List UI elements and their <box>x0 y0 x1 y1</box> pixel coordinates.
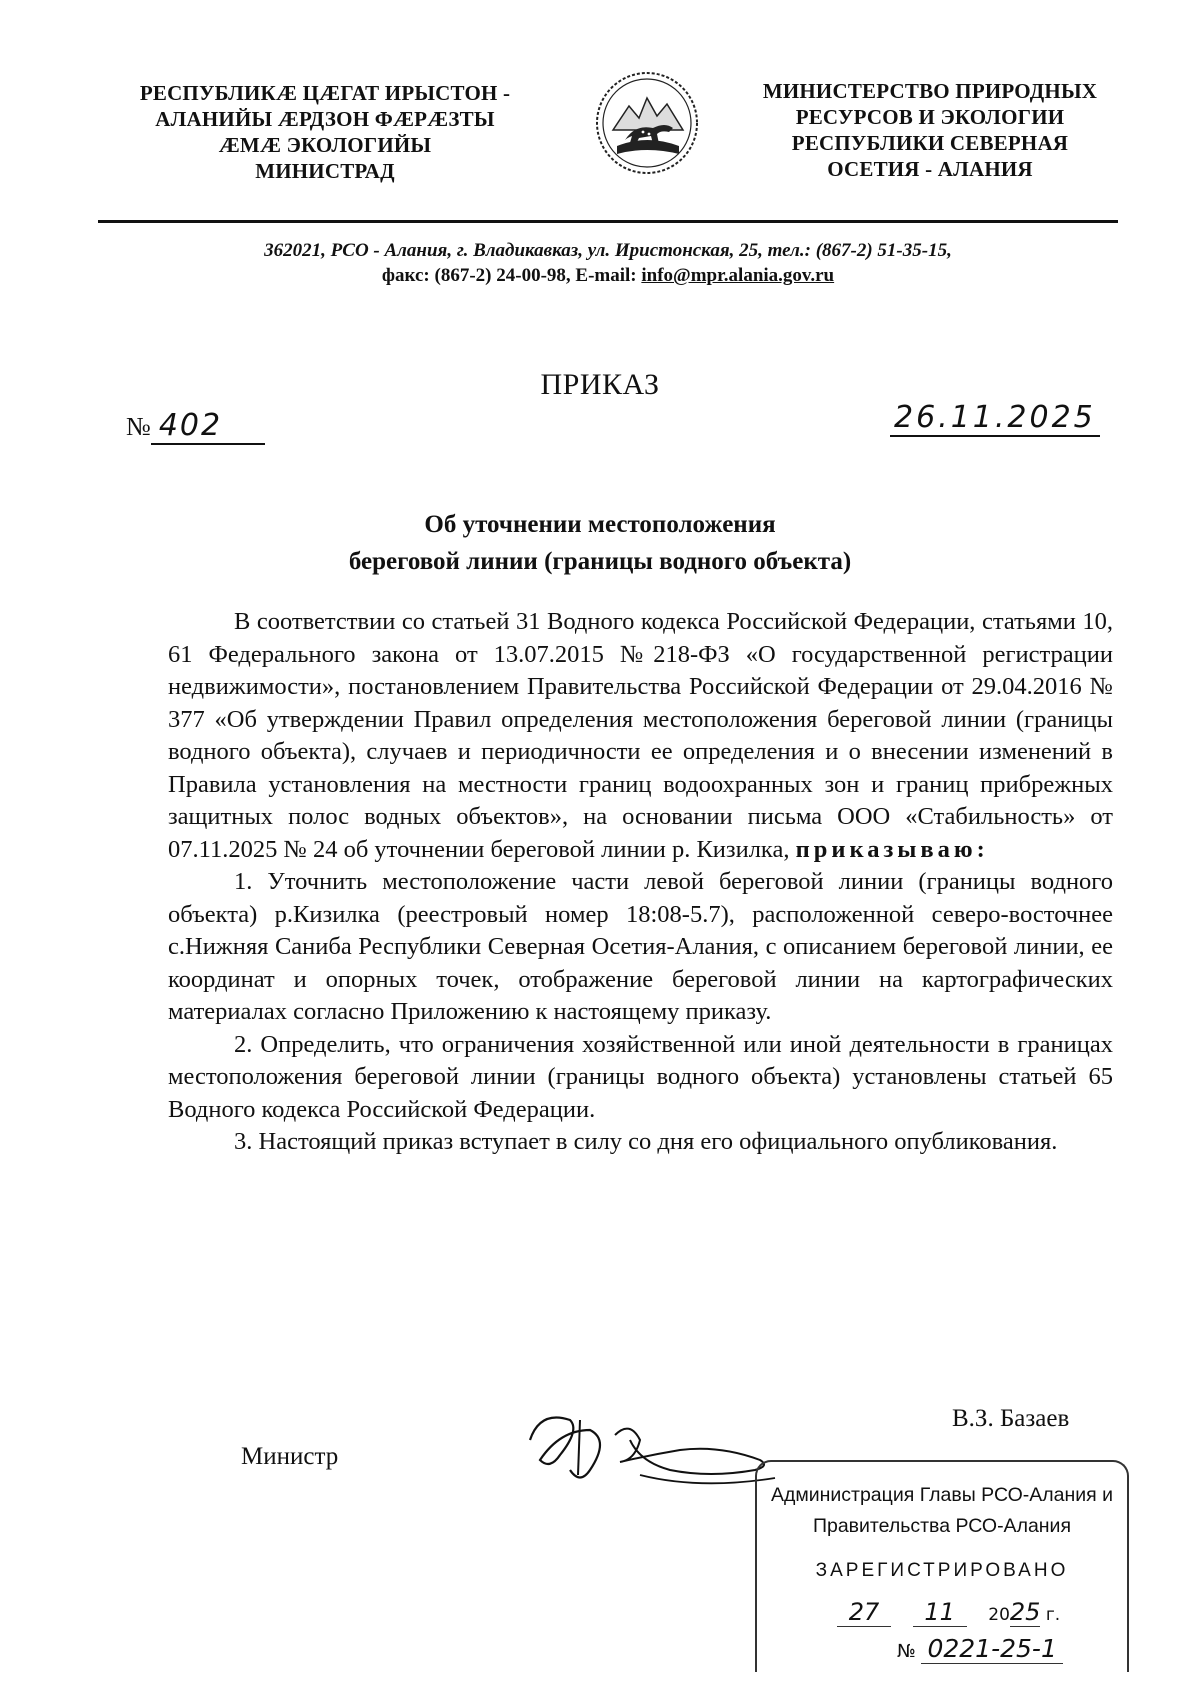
header-right-line: МИНИСТЕРСТВО ПРИРОДНЫХ <box>762 79 1098 103</box>
order-word: приказываю: <box>795 835 989 863</box>
order-item: 3. Настоящий приказ вступает в силу со дня его официального опубликования. <box>234 1128 1058 1155</box>
header-left-line: ӔМӔ ЭКОЛОГИЙЫ <box>218 133 432 157</box>
header-left-line: МИНИСТРАД <box>255 159 395 183</box>
title-line: береговой линии (границы водного объекта) <box>348 548 852 575</box>
stamp-status: ЗАРЕГИСТРИРОВАНО <box>815 1560 1069 1581</box>
stamp-year-prefix: 20 <box>988 1605 1010 1625</box>
preamble-paragraph <box>168 606 1113 866</box>
header-divider <box>98 220 1118 223</box>
title-line: Об уточнении местоположения <box>424 511 776 538</box>
stamp-number-value: 0221-25-1 <box>921 1634 1062 1664</box>
stamp-year-suffix: г. <box>1045 1605 1061 1625</box>
header-right-line: РЕСУРСОВ И ЭКОЛОГИИ <box>795 105 1065 129</box>
stamp-day: 27 <box>837 1598 891 1627</box>
header-left-line: АЛАНИЙЫ ӔРДЗОН ФӔРӔЗТЫ <box>155 107 495 131</box>
header-right-line: РЕСПУБЛИКИ СЕВЕРНАЯ <box>791 131 1069 155</box>
address-line: 362021, РСО - Алания, г. Владикавказ, ул. Иристонская, 25, тел.: (867-2) 51-35-15, <box>264 240 952 261</box>
stamp-number-label: № <box>897 1641 916 1662</box>
stamp-org-line: Администрация Главы РСО-Алания и <box>770 1484 1114 1506</box>
preamble-text: В соответствии со статьей 31 Водного кодекса Российской Федерации, статьями 10, 61 Федерального закона от 13.07.2015 №218-ФЗ «О государственной регистрации недвижимости», постановлением Правительства Российской Федерации от 29.04.2016 № 377 «Об утверждении Правил определения местоположения береговой линии (границы водного объекта), случаев и периодичности ее определения и о внесении изменений в Правила установления на местности границ водоохранных зон и границ прибрежных защитных полос водных объектов», на основании письма ООО «Стабильность» от 07.11.2025 № 24 об уточнении береговой линии р. Кизилка, <box>168 608 1113 863</box>
stamp-month: 11 <box>913 1598 967 1627</box>
signatory-role: Министр <box>241 1443 339 1470</box>
stamp-year: 25 <box>1009 1598 1041 1626</box>
document-number <box>126 408 265 445</box>
number-label: № <box>126 412 151 441</box>
header-right-line: ОСЕТИЯ - АЛАНИЯ <box>827 157 1033 181</box>
order-item: 2. Определить, что ограничения хозяйственной или иной деятельности в границах местоположения береговой линии (границы водного объекта) установлены статьей 65 Водного кодекса Российской Федерации. <box>168 1030 1113 1123</box>
order-item: 1. Уточнить местоположение части левой береговой линии (границы водного объекта) р.Кизилка (реестровый номер 18:08-5.7), расположенной северо-восточнее с.Нижняя Саниба Республики Северная Осетия-Алания, с описанием береговой линии, ее координат и опорных точек, отображение береговой линии на картографических материалах согласно Приложению к настоящему приказу. <box>168 868 1113 1025</box>
stamp-organization <box>757 1480 1127 1542</box>
document-body <box>168 606 1113 1159</box>
address-line-2 <box>98 263 1118 288</box>
header-left-line: РЕСПУБЛИКӔ ЦӔГАТ ИРЫСТОН - <box>139 81 511 105</box>
stamp-org-line: Правительства РСО-Алания <box>812 1515 1072 1537</box>
registration-stamp <box>755 1460 1129 1672</box>
document-type: ПРИКАЗ <box>540 368 660 401</box>
header-org-name-russian <box>745 78 1115 182</box>
signatory-name: В.З. Базаев <box>952 1405 1070 1432</box>
handwritten-number: 402 <box>151 408 265 445</box>
stamp-date <box>837 1598 1097 1627</box>
handwritten-date: 26.11.2025 <box>890 400 1100 437</box>
contact-address <box>98 238 1118 288</box>
emblem-snow-leopard-icon <box>595 68 700 178</box>
fax-text: факс: (867-2) 24-00-98, E-mail: <box>381 265 642 286</box>
email-link[interactable]: info@mpr.alania.gov.ru <box>641 265 835 286</box>
document-title <box>200 506 1000 580</box>
stamp-number <box>897 1634 1063 1663</box>
header-org-name-ossetian <box>110 80 540 184</box>
